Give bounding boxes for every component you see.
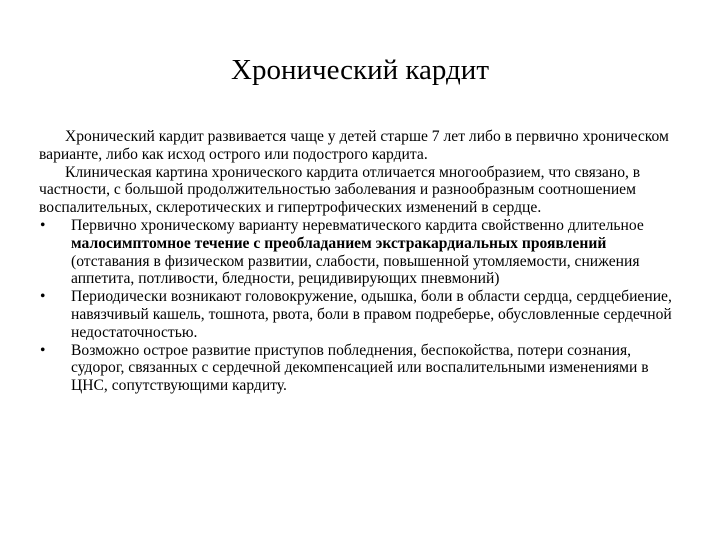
slide-body [39,128,683,395]
bullet-list [39,217,683,395]
paragraph-intro: Хронический кардит развивается чаще у детей старше 7 лет либо в первично хроническом варианте, либо как исход острого или подострого кардита. [39,128,669,163]
bullet-text-start: Первично хроническому варианту неревматического кардита свойственно длительное [71,216,644,234]
bullet-item-acute-attacks [39,342,683,395]
bullet-item-primary-chronic [39,217,683,288]
bullet-text: Периодически возникают головокружение, одышка, боли в области сердца, сердцебиение, навязчивый кашель, тошнота, рвота, боли в правом подреберье, обусловленные сердечной недостаточностью. [71,288,672,341]
bullet-text-bold: малосимптомное течение с преобладанием экстракардиальных проявлений [71,234,607,252]
paragraph-clinical-picture: Клиническая картина хронического кардита отличается многообразием, что связано, в частности, с большой продолжительностью заболевания и разнообразным соотношением воспалительных, склеротических и гипертрофических изменений в сердце. [39,163,641,217]
bullet-icon: • [40,216,46,234]
bullet-text-end: (отставания в физическом развитии, слабости, повышенной утомляемости, снижения аппетита, потливости, бледности, рецидивирующих пневмоний) [71,252,640,288]
bullet-item-periodic-symptoms [39,288,683,341]
bullet-text: Возможно острое развитие приступов побледнения, беспокойства, потери сознания, судорог, связанных с сердечной декомпенсацией или воспалительными изменениями в ЦНС, сопутствующими кардиту. [71,341,649,395]
slide-title: Хронический кардит [231,54,489,86]
bullet-icon: • [40,341,46,359]
bullet-icon: • [40,288,46,306]
